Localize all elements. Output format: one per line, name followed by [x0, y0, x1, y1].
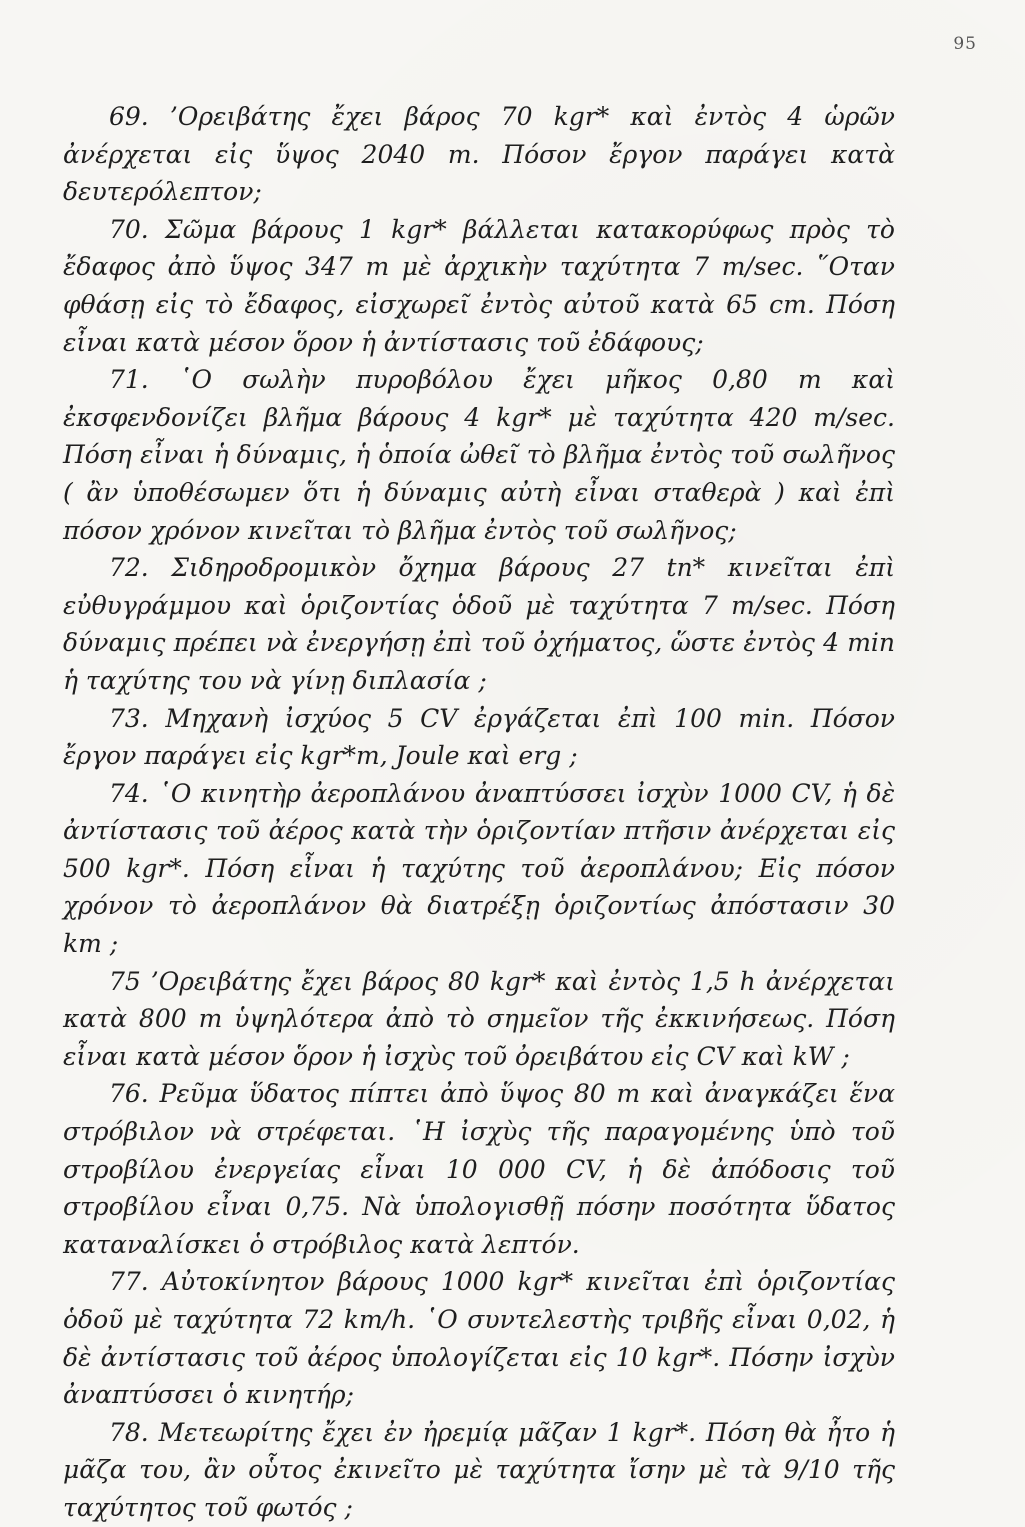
problem-number: 77.: [109, 1267, 149, 1297]
problem-71: [63, 361, 895, 549]
problem-text: ῾Ο σωλὴν πυροβόλου ἔχει μῆκος 0,80 m καὶ ἐκσφενδονίζει βλῆμα βάρους 4 kgr* μὲ ταχύτητα 420 m/sec. Πόση εἶναι ἡ δύναμις, ἡ ὁποία ὠθεῖ τὸ βλῆμα ἐντὸς τοῦ σωλῆνος ( ἂν ὑποθέσωμεν ὅτι ἡ δύναμις αὐτὴ εἶναι σταθερὰ ) καὶ ἐπὶ πόσον χρόνον κινεῖται τὸ βλῆμα ἐντὸς τοῦ σωλῆνος;: [63, 365, 895, 545]
problem-77: [63, 1263, 895, 1413]
problem-number: 69.: [109, 102, 149, 131]
problem-text: ’Ορειβάτης ἔχει βάρος 70 kgr* καὶ ἐντὸς 4 ὡρῶν ἀνέρχεται εἰς ὕψος 2040 m. Πόσον ἔργον παράγει κατὰ δευτερόλεπτον;: [63, 102, 895, 207]
problem-number: 71.: [109, 365, 149, 395]
problem-number: 76.: [109, 1079, 149, 1109]
problem-text: Σιδηροδρομικὸν ὄχημα βάρους 27 tn* κινεῖται ἐπὶ εὐθυγράμμου καὶ ὁριζοντίας ὁδοῦ μὲ ταχύτητα 7 m/sec. Πόση δύναμις πρέπει νὰ ἐνεργήσῃ ἐπὶ τοῦ ὀχήματος, ὥστε ἐντὸς 4 min ἡ ταχύτης του νὰ γίνῃ διπλασία ;: [63, 553, 895, 695]
problem-73: [63, 700, 895, 775]
problem-text: ῾Ο κινητὴρ ἀεροπλάνου ἀναπτύσσει ἰσχὺν 1000 CV, ἡ δὲ ἀντίστασις τοῦ ἀέρος κατὰ τὴν ὁριζοντίαν πτῆσιν ἀνέρχεται εἰς 500 kgr*. Πόση εἶναι ἡ ταχύτης τοῦ ἀεροπλάνου; Εἰς πόσον χρόνον τὸ ἀεροπλάνον θὰ διατρέξῃ ὁριζοντίως ἀπόστασιν 30 km ;: [63, 778, 895, 959]
problem-78: [63, 1414, 895, 1527]
problem-76: [63, 1075, 895, 1263]
problem-number: 72.: [109, 553, 149, 583]
problem-number: 75: [109, 966, 141, 996]
problem-text: Σῶμα βάρους 1 kgr* βάλλεται κατακορύφως πρὸς τὸ ἔδαφος ἀπὸ ὕψος 347 m μὲ ἀρχικὴν ταχύτητα 7 m/sec. ῞Οταν φθάσῃ εἰς τὸ ἔδαφος, εἰσχωρεῖ ἐντὸς αὐτοῦ κατὰ 65 cm. Πόση εἶναι κατὰ μέσον ὅρον ἡ ἀντίστασις τοῦ ἐδάφους;: [63, 214, 895, 357]
problem-74: [63, 775, 895, 963]
problem-69: [63, 98, 895, 211]
problem-number: 78.: [109, 1417, 149, 1447]
problem-text: Αὐτοκίνητον βάρους 1000 kgr* κινεῖται ἐπὶ ὁριζοντίας ὁδοῦ μὲ ταχύτητα 72 km/h. ῾Ο συντελεστὴς τριβῆς εἶναι 0,02, ἡ δὲ ἀντίστασις τοῦ ἀέρος ὑπολογίζεται εἰς 10 kgr*. Πόσην ἰσχὺν ἀναπτύσσει ὁ κινητήρ;: [63, 1267, 895, 1410]
problem-text: Ρεῦμα ὕδατος πίπτει ἀπὸ ὕψος 80 m καὶ ἀναγκάζει ἕνα στρόβιλον νὰ στρέφεται. ῾Η ἰσχὺς τῆς παραγομένης ὑπὸ τοῦ στροβίλου ἐνεργείας εἶναι 10 000 CV, ἡ δὲ ἀπόδοσις τοῦ στροβίλου εἶναι 0,75. Νὰ ὑπολογισθῇ πόσην ποσότητα ὕδατος καταναλίσκει ὁ στρόβιλος κατὰ λεπτόν.: [63, 1079, 895, 1259]
problem-text: Μηχανὴ ἰσχύος 5 CV ἐργάζεται ἐπὶ 100 min. Πόσον ἔργον παράγει εἰς kgr*m, Joule καὶ erg ;: [63, 703, 895, 771]
problem-number: 70.: [109, 214, 149, 244]
problem-70: [63, 211, 895, 361]
problem-list: [63, 98, 895, 1527]
problem-75: [63, 963, 895, 1076]
problem-number: 73.: [109, 703, 149, 733]
problem-72: [63, 549, 895, 699]
problem-text: ’Ορειβάτης ἔχει βάρος 80 kgr* καὶ ἐντὸς 1,5 h ἀνέρχεται κατὰ 800 m ὑψηλότερα ἀπὸ τὸ σημεῖον τῆς ἐκκινήσεως. Πόση εἶναι κατὰ μέσον ὅρον ἡ ἰσχὺς τοῦ ὀρειβάτου εἰς CV καὶ kW ;: [63, 966, 895, 1071]
problem-number: 74.: [109, 778, 149, 808]
problem-text: Μετεωρίτης ἔχει ἐν ἠρεμίᾳ μᾶζαν 1 kgr*. Πόση θὰ ἦτο ἡ μᾶζα του, ἂν οὗτος ἐκινεῖτο μὲ ταχύτητα ἴσην μὲ τὰ 9/10 τῆς ταχύτητος τοῦ φωτός ;: [63, 1417, 895, 1522]
page-number: 95: [953, 34, 977, 54]
